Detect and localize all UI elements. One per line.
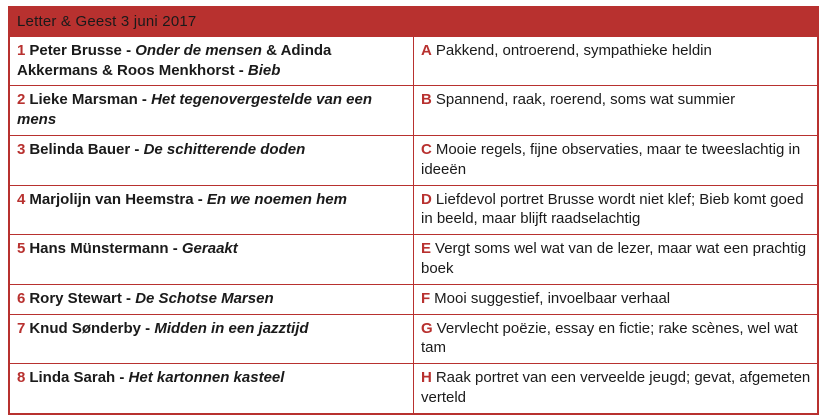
book-author: Marjolijn van Heemstra bbox=[29, 190, 194, 208]
book-separator: - bbox=[121, 289, 136, 307]
critique-text: Raak portret van een verveelde jeugd; gevat, afgemeten verteld bbox=[421, 369, 811, 406]
table-row bbox=[10, 364, 817, 413]
critique-cell-g bbox=[414, 314, 818, 364]
book-number: 7 bbox=[17, 319, 26, 337]
book-title: Geraakt bbox=[181, 240, 238, 258]
book-author: Belinda Bauer bbox=[29, 140, 131, 158]
book-title: En we noemen hem bbox=[206, 190, 347, 208]
book-cell-5 bbox=[10, 235, 414, 285]
critique-text: Vergt soms wel wat van de lezer, maar wat een prachtig boek bbox=[421, 240, 807, 277]
book-separator: - bbox=[141, 319, 155, 337]
book-separator: - bbox=[137, 91, 152, 109]
critique-cell-d bbox=[414, 185, 818, 235]
critique-letter: C bbox=[421, 140, 432, 158]
table-row bbox=[10, 235, 817, 285]
critique-text: Pakkend, ontroerend, sympathieke heldin bbox=[435, 41, 712, 59]
book-cell-8 bbox=[10, 364, 414, 413]
critique-letter: H bbox=[421, 369, 432, 387]
table-row bbox=[10, 135, 817, 185]
book-number: 4 bbox=[17, 190, 26, 208]
book-review-table bbox=[8, 6, 819, 415]
table-row bbox=[10, 284, 817, 314]
book-number: 8 bbox=[17, 369, 26, 387]
book-author: Linda Sarah bbox=[29, 369, 116, 387]
book-title: De schitterende doden bbox=[143, 140, 306, 158]
critique-letter: B bbox=[421, 91, 432, 109]
table-title: Letter & Geest 3 juni 2017 bbox=[10, 8, 817, 37]
critique-cell-a bbox=[414, 37, 818, 86]
book-separator: - bbox=[193, 190, 207, 208]
book-separator: - bbox=[130, 140, 144, 158]
table-row bbox=[10, 37, 817, 86]
book-author: Rory Stewart bbox=[29, 289, 122, 307]
book-number: 1 bbox=[17, 41, 26, 59]
critique-letter: G bbox=[421, 319, 433, 337]
book-cell-2 bbox=[10, 86, 414, 136]
critique-cell-c bbox=[414, 135, 818, 185]
critique-letter: E bbox=[421, 240, 432, 258]
table-row bbox=[10, 185, 817, 235]
book-title-secondary: Bieb bbox=[247, 61, 281, 79]
critique-cell-f bbox=[414, 284, 818, 314]
table-header-row bbox=[10, 8, 817, 37]
book-separator: - bbox=[115, 369, 129, 387]
book-cell-4 bbox=[10, 185, 414, 235]
book-title: Midden in een jazztijd bbox=[154, 319, 309, 337]
critique-text: Spannend, raak, roerend, soms wat summier bbox=[435, 91, 736, 109]
book-extra-authors: & Adinda Akkermans & Roos Menkhorst - bbox=[17, 41, 332, 79]
book-number: 2 bbox=[17, 91, 26, 109]
book-author: Peter Brusse bbox=[29, 41, 122, 59]
book-title: Het kartonnen kasteel bbox=[128, 369, 285, 387]
critique-letter: A bbox=[421, 41, 432, 59]
book-author: Lieke Marsman bbox=[29, 91, 138, 109]
critique-text: Mooi suggestief, invoelbaar verhaal bbox=[434, 289, 671, 307]
book-number: 6 bbox=[17, 289, 26, 307]
book-cell-1 bbox=[10, 37, 414, 86]
book-title: Onder de mensen bbox=[135, 41, 262, 59]
critique-cell-b bbox=[414, 86, 818, 136]
critique-cell-e bbox=[414, 235, 818, 285]
book-separator: - bbox=[168, 240, 182, 258]
critique-letter: D bbox=[421, 190, 432, 208]
book-cell-6 bbox=[10, 284, 414, 314]
book-cell-7 bbox=[10, 314, 414, 364]
book-number: 5 bbox=[17, 240, 26, 258]
book-separator: - bbox=[121, 41, 136, 59]
book-number: 3 bbox=[17, 140, 26, 158]
book-author: Knud Sønderby bbox=[29, 319, 142, 337]
matrix-table bbox=[10, 8, 817, 413]
critique-cell-h bbox=[414, 364, 818, 413]
book-cell-3 bbox=[10, 135, 414, 185]
book-title: Het tegenovergestelde van een mens bbox=[17, 91, 372, 129]
critique-letter: F bbox=[421, 289, 431, 307]
table-row bbox=[10, 86, 817, 136]
book-title: De Schotse Marsen bbox=[135, 289, 274, 307]
table-row bbox=[10, 314, 817, 364]
critique-text: Mooie regels, fijne observaties, maar te tweeslachtig in ideeën bbox=[421, 140, 801, 178]
critique-text: Vervlecht poëzie, essay en fictie; rake scènes, wel wat tam bbox=[421, 319, 798, 357]
critique-text: Liefdevol portret Brusse wordt niet klef; Bieb komt goed in beeld, maar blijft raadselachtig bbox=[421, 190, 804, 228]
book-author: Hans Münstermann bbox=[29, 240, 169, 258]
